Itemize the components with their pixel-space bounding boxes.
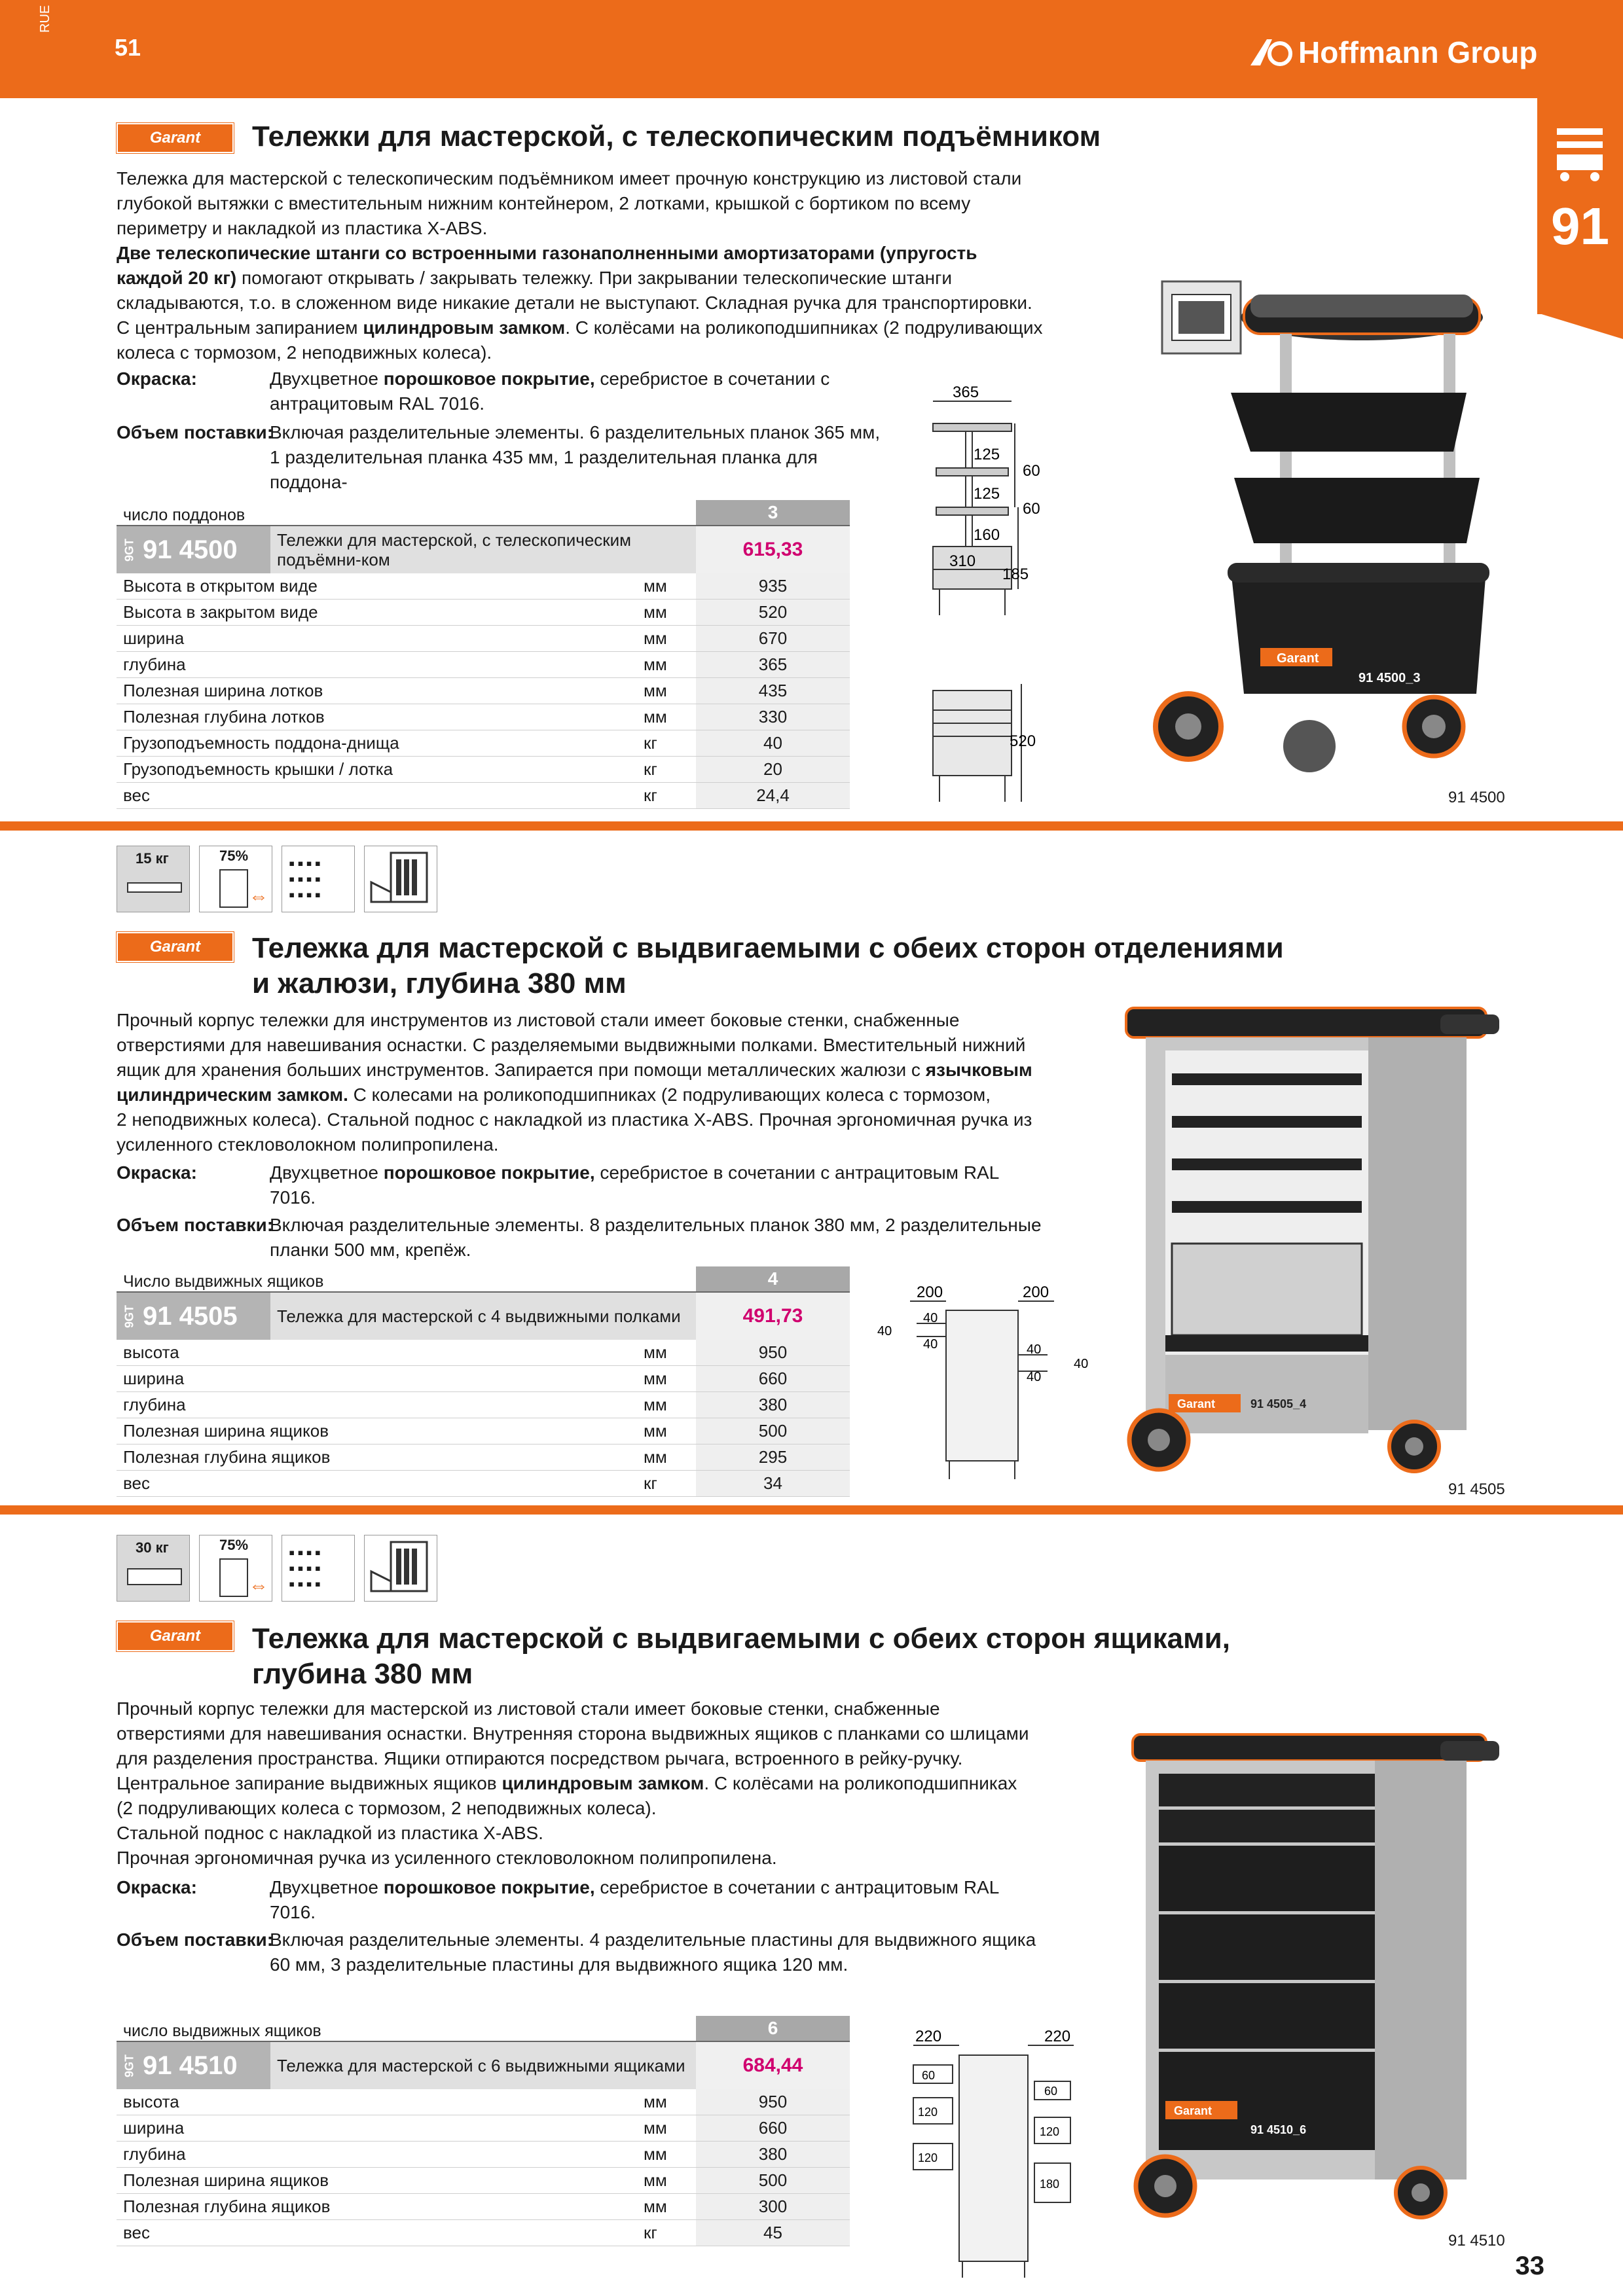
dim-125-b: 125 (974, 485, 1000, 503)
dim-520: 520 (1010, 732, 1036, 750)
spec-unit: мм (644, 2092, 667, 2111)
scope-label: Объем поставки: (117, 1215, 274, 1235)
table-row (117, 757, 850, 783)
spec-value: 300 (696, 2194, 850, 2219)
spec-value: 500 (696, 2168, 850, 2193)
desc-line: (2 подруливающих колеса с тормозом, 2 неподвижных колеса). (117, 1798, 657, 1818)
spec-unit: кг (644, 759, 657, 779)
spec-name: вес (123, 1473, 150, 1493)
desc-bold: цилиндрическим замком. (117, 1085, 348, 1105)
product-code (117, 526, 270, 573)
spec-value: 24,4 (696, 783, 850, 808)
code-prefix: 9GT (122, 1304, 136, 1328)
spec-value: 520 (696, 600, 850, 625)
desc-bold: Две телескопические штанги со встроенными газонаполненными амортизаторами (упругость (117, 243, 977, 263)
tab-chevron (1537, 313, 1623, 339)
section3-caption: 91 4510 (1448, 2232, 1505, 2250)
catalog-page-number: 51 (115, 34, 141, 61)
paint-text (270, 367, 859, 416)
code-number: 91 4500 (143, 535, 238, 564)
desc-line: . С колёсами на роликоподшипниках (2 подруливающих (565, 317, 1043, 338)
desc-line: усиленного стекловолокном полипропилена. (117, 1134, 499, 1155)
spec-value: 670 (696, 626, 850, 651)
spec-unit: мм (644, 1421, 667, 1441)
paint-label: Окраска: (117, 368, 197, 389)
table-row (117, 1366, 850, 1392)
spec-name: вес (123, 2223, 150, 2242)
code-number: 91 4510 (143, 2051, 238, 2080)
tool-storage-icon (364, 1535, 437, 1602)
paint-pre: Двухцветное (270, 368, 384, 389)
title-line: Тележка для мастерской с выдвигаемыми с обеих сторон отделениями (252, 932, 1284, 964)
section3-feature-icons (117, 1535, 437, 1602)
trolley-icon (1553, 124, 1607, 183)
section3-dimension-drawing (897, 2026, 1093, 2281)
table-header (117, 500, 850, 526)
dim-160: 160 (974, 526, 1000, 544)
desc-line: глубокой вытяжки с вместительным нижним контейнером, 2 лотками, крышкой с бортиком по всему (117, 193, 971, 213)
spec-unit: мм (644, 2144, 667, 2164)
desc-line: Стальной поднос с накладкой из пластика X-ABS. (117, 1823, 543, 1843)
spec-name: Полезная глубина лотков (123, 707, 325, 726)
section1-title: Тележки для мастерской, с телескопическим подъёмником (252, 120, 1101, 152)
desc-line: Прочный корпус тележки для инструментов из листовой стали имеет боковые стенки, снабженные (117, 1010, 960, 1030)
paint-bold: порошковое покрытие, (383, 1877, 595, 1897)
spec-value: 20 (696, 757, 850, 782)
region-code: RUE (38, 5, 52, 33)
spec-value: 435 (696, 678, 850, 704)
desc-bold: цилиндровым замком (501, 1773, 704, 1793)
spec-value: 950 (696, 1340, 850, 1365)
paint-label: Окраска: (117, 1877, 197, 1897)
garant-plate-text: Garant (1177, 1397, 1216, 1410)
table-row (117, 2220, 850, 2246)
load-capacity-value: 30 кг (136, 1539, 169, 1556)
section2-dimension-drawing (871, 1283, 1093, 1499)
spec-name: Полезная ширина лотков (123, 681, 323, 700)
spec-unit: мм (644, 1447, 667, 1467)
dim-60-b: 60 (1023, 500, 1040, 518)
load-capacity-icon (117, 1535, 190, 1602)
spec-unit: мм (644, 1369, 667, 1388)
spec-unit: мм (644, 1342, 667, 1362)
section1-dimension-drawing (913, 383, 1064, 815)
table-header-label: Число выдвижных ящиков (117, 1266, 696, 1291)
table-header-value: 6 (696, 2016, 850, 2041)
garant-badge: Garant (117, 123, 234, 153)
product-description: Тележка для мастерской с 4 выдвижными полками (270, 1293, 696, 1340)
spec-unit: кг (644, 2223, 657, 2242)
section1-description (117, 166, 1072, 365)
table-row (117, 783, 850, 809)
table-header-value: 4 (696, 1266, 850, 1291)
desc-line: отверстиями для навешивания оснастки. С разделяемыми выдвижными полками. Вместительный нижний (117, 1035, 1026, 1055)
spec-name: глубина (123, 2144, 186, 2164)
spec-name: Грузоподъемность поддона-днища (123, 733, 399, 753)
dim-l60: 60 (922, 2069, 936, 2082)
extension-value: 75% (219, 848, 249, 864)
spec-name: Грузоподъемность крышки / лотка (123, 759, 393, 779)
code-prefix: 9GT (122, 2054, 136, 2077)
spec-unit: мм (644, 2118, 667, 2138)
paint-post: серебристое в сочетании с антрацитовым RAL (594, 1162, 1000, 1183)
section3-spec-table (117, 2016, 850, 2246)
table-row (117, 2115, 850, 2142)
scope-line: планки 500 мм, крепёж. (270, 1240, 471, 1260)
spec-unit: мм (644, 2197, 667, 2216)
table-row (117, 1340, 850, 1366)
spec-value: 365 (696, 652, 850, 677)
dim-d: 40 (1027, 1342, 1042, 1357)
spec-value: 330 (696, 704, 850, 730)
photo-model-label: 91 4500_3 (1359, 671, 1421, 685)
table-row (117, 2142, 850, 2168)
product-description: Тележки для мастерской, с телескопическим подъёмни-ком (270, 526, 696, 573)
chapter-number: 91 (1551, 197, 1609, 255)
dim-185: 185 (1002, 565, 1029, 583)
extension-value: 75% (219, 1537, 249, 1553)
scope-line: 1 разделительная планка 435 мм, 1 разделительная планка для поддона- (270, 447, 818, 492)
spec-name: ширина (123, 1369, 185, 1388)
dim-f: 40 (1074, 1357, 1089, 1371)
spec-unit: мм (644, 602, 667, 622)
paint-label: Окраска: (117, 1162, 197, 1183)
dim-l120-a: 120 (918, 2106, 938, 2119)
paint-line2: 7016. (270, 1902, 316, 1922)
spec-value: 660 (696, 2115, 850, 2141)
table-rows (117, 1340, 850, 1497)
title-line: Тележка для мастерской с выдвигаемыми с обеих сторон ящиками, (252, 1623, 1230, 1655)
paint-line2: антрацитовым RAL 7016. (270, 393, 485, 414)
product-row (117, 2042, 850, 2089)
dim-60-a: 60 (1023, 462, 1040, 480)
table-header-value: 3 (696, 500, 850, 525)
table-row (117, 652, 850, 678)
spec-name: высота (123, 2092, 179, 2111)
spec-value: 380 (696, 2142, 850, 2167)
hoffmann-logo-icon (1247, 36, 1293, 69)
table-row (117, 1418, 850, 1444)
table-header (117, 1266, 850, 1293)
spec-name: Высота в открытом виде (123, 576, 318, 596)
desc-line: Тележка для мастерской с телескопическим подъёмником имеет прочную конструкцию из листовой стали (117, 168, 1022, 188)
product-description: Тележка для мастерской с 6 выдвижными ящиками (270, 2042, 696, 2089)
desc-line: С колесами на роликоподшипниках (2 подруливающих колеса с тормозом, (348, 1085, 991, 1105)
dim-365: 365 (953, 384, 979, 401)
spec-unit: кг (644, 785, 657, 805)
spec-unit: мм (644, 1395, 667, 1414)
table-row (117, 1444, 850, 1471)
spec-name: Полезная ширина ящиков (123, 2170, 329, 2190)
desc-line: помогают открывать / закрывать тележку. При закрывании телескопические штанги (236, 268, 952, 288)
hoffmann-group-logo (1247, 33, 1537, 72)
table-row (117, 2168, 850, 2194)
grid-dividers-icon: ▪▪▪▪ ▪▪▪▪ ▪▪▪▪ (282, 846, 355, 912)
dim-b: 40 (923, 1311, 938, 1325)
spec-name: ширина (123, 2118, 185, 2138)
dim-310: 310 (949, 552, 976, 570)
product-price: 491,73 (696, 1293, 850, 1340)
scope-line: Включая разделительные элементы. 6 разделительных планок 365 мм, (270, 422, 881, 442)
dim-r120: 120 (1040, 2125, 1060, 2138)
scope-text (270, 1928, 1088, 1977)
table-header-label: число поддонов (117, 500, 696, 525)
spec-value: 660 (696, 1366, 850, 1391)
code-prefix: 9GT (122, 538, 136, 562)
brand-name: Hoffmann Group (1298, 35, 1538, 69)
product-price: 615,33 (696, 526, 850, 573)
photo-model-label: 91 4510_6 (1250, 2123, 1307, 2136)
section1-spec-table (117, 500, 850, 809)
dim-e: 40 (1027, 1370, 1042, 1384)
dim-l120-b: 120 (918, 2151, 938, 2164)
paint-bold: порошковое покрытие, (383, 1162, 595, 1183)
load-capacity-value: 15 кг (136, 850, 169, 867)
desc-line: складываются, т.о. в сложенном виде никакие детали не выступают. Складная ручка для транспортировки. (117, 293, 1032, 313)
spec-value: 45 (696, 2220, 850, 2246)
dim-r60: 60 (1044, 2085, 1058, 2098)
dim-w1: 200 (917, 1283, 943, 1301)
product-row (117, 1293, 850, 1340)
table-row (117, 678, 850, 704)
spec-unit: мм (644, 681, 667, 700)
scope-line: Включая разделительные элементы. 4 разделительные пластины для выдвижного ящика (270, 1929, 1036, 1950)
product-image-91-4510 (1120, 1728, 1512, 2232)
desc-line: колеса с тормозом, 2 неподвижных колеса). (117, 342, 492, 363)
spec-name: Полезная глубина ящиков (123, 2197, 331, 2216)
load-capacity-icon (117, 846, 190, 912)
scope-text (270, 1213, 1088, 1263)
dim-125-a: 125 (974, 446, 1000, 463)
desc-line: ящик для хранения больших инструментов. Запирается при помощи металлических жалюзи с (117, 1060, 926, 1080)
spec-name: ширина (123, 628, 185, 648)
spec-unit: мм (644, 707, 667, 726)
product-image-91-4500 (1061, 275, 1493, 792)
desc-line: Прочная эргономичная ручка из усиленного стекловолокном полипропилена. (117, 1848, 777, 1868)
table-row (117, 2194, 850, 2220)
product-code (117, 2042, 270, 2089)
table-rows (117, 573, 850, 809)
dim-w1: 220 (915, 2028, 942, 2045)
product-row (117, 526, 850, 573)
scope-label: Объем поставки: (117, 1929, 274, 1950)
spec-name: глубина (123, 655, 186, 674)
spec-unit: мм (644, 628, 667, 648)
table-header-label: число выдвижных ящиков (117, 2016, 696, 2041)
spec-unit: кг (644, 1473, 657, 1493)
table-row (117, 730, 850, 757)
spec-value: 34 (696, 1471, 850, 1496)
garant-plate-text: Garant (1174, 2104, 1213, 2117)
paint-text (270, 1875, 1088, 1925)
spec-name: глубина (123, 1395, 186, 1414)
scope-line: Включая разделительные элементы. 8 разделительных планок 380 мм, 2 разделительные (270, 1215, 1042, 1235)
extension-icon: 75% ⇔ (199, 846, 272, 912)
spec-name: высота (123, 1342, 179, 1362)
spec-unit: мм (644, 655, 667, 674)
paint-bold: порошковое покрытие, (383, 368, 595, 389)
spec-value: 935 (696, 573, 850, 599)
table-row (117, 2089, 850, 2115)
section2-feature-icons (117, 846, 437, 912)
spec-unit: мм (644, 576, 667, 596)
tool-storage-icon (364, 846, 437, 912)
table-row (117, 573, 850, 600)
table-row (117, 1471, 850, 1497)
section-separator (0, 821, 1623, 831)
spec-name: вес (123, 785, 150, 805)
dim-w2: 220 (1044, 2028, 1071, 2045)
spec-unit: мм (644, 2170, 667, 2190)
scope-line: 60 мм, 3 разделительные пластины для выдвижного ящика 120 мм. (270, 1954, 848, 1975)
section2-description (117, 1008, 1085, 1157)
desc-bold: язычковым (925, 1060, 1032, 1080)
product-price: 684,44 (696, 2042, 850, 2089)
dim-a: 40 (877, 1324, 892, 1338)
table-row (117, 1392, 850, 1418)
paint-line2: 7016. (270, 1187, 316, 1208)
paint-pre: Двухцветное (270, 1162, 384, 1183)
dim-w2: 200 (1023, 1283, 1049, 1301)
section1-caption: 91 4500 (1448, 789, 1505, 806)
paint-post: серебристое в сочетании с (594, 368, 830, 389)
desc-line: Прочный корпус тележки для мастерской из листовой стали имеет боковые стенки, снабженные (117, 1698, 940, 1719)
paint-post: серебристое в сочетании с антрацитовым RAL (594, 1877, 1000, 1897)
spec-name: Полезная ширина ящиков (123, 1421, 329, 1441)
spec-value: 295 (696, 1444, 850, 1470)
scope-label: Объем поставки: (117, 422, 274, 442)
desc-line: для разделения пространства. Ящики отпираются посредством рычага, встроенного в рейку-ручку. (117, 1748, 963, 1768)
table-row (117, 600, 850, 626)
desc-bold: цилиндровым замком (363, 317, 566, 338)
spec-value: 950 (696, 2089, 850, 2115)
code-number: 91 4505 (143, 1301, 238, 1331)
garant-plate-text: Garant (1277, 651, 1319, 666)
chapter-tab (1537, 98, 1623, 314)
desc-line: 2 неподвижных колеса). Стальной поднос с накладкой из пластика X-ABS. Прочная эргономичная ручка из (117, 1109, 1032, 1130)
section3-title (252, 1621, 1230, 1692)
extension-icon: 75% ⇔ (199, 1535, 272, 1602)
dim-r180: 180 (1040, 2178, 1060, 2191)
paint-text (270, 1160, 1088, 1210)
spec-unit: кг (644, 733, 657, 753)
desc-line: С центральным запиранием (117, 317, 363, 338)
spec-name: Полезная глубина ящиков (123, 1447, 331, 1467)
garant-badge: Garant (117, 932, 234, 962)
photo-model-label: 91 4505_4 (1250, 1397, 1307, 1410)
paint-pre: Двухцветное (270, 1877, 384, 1897)
table-rows (117, 2089, 850, 2246)
spec-value: 380 (696, 1392, 850, 1418)
table-row (117, 626, 850, 652)
spec-name: Высота в закрытом виде (123, 602, 318, 622)
spec-value: 500 (696, 1418, 850, 1444)
section2-caption: 91 4505 (1448, 1480, 1505, 1498)
table-row (117, 704, 850, 730)
desc-line: Центральное запирание выдвижных ящиков (117, 1773, 502, 1793)
dim-c: 40 (923, 1337, 938, 1352)
grid-dividers-icon: ▪▪▪▪ ▪▪▪▪ ▪▪▪▪ (282, 1535, 355, 1602)
desc-line: отверстиями для навешивания оснастки. Внутренняя сторона выдвижных ящиков с планками со шлицами (117, 1723, 1029, 1744)
desc-line: . С колёсами на роликоподшипниках (704, 1773, 1017, 1793)
product-image-91-4505 (1113, 1001, 1512, 1479)
spec-value: 40 (696, 730, 850, 756)
table-header (117, 2016, 850, 2042)
desc-line: периметру и накладкой из пластика X-ABS. (117, 218, 488, 238)
section2-spec-table (117, 1266, 850, 1497)
title-line: и жалюзи, глубина 380 мм (252, 967, 627, 999)
desc-bold: каждой 20 кг) (117, 268, 237, 288)
section-separator (0, 1505, 1623, 1515)
title-line: глубина 380 мм (252, 1658, 473, 1690)
section2-title (252, 931, 1284, 1001)
garant-badge: Garant (117, 1621, 234, 1651)
product-code (117, 1293, 270, 1340)
section3-description (117, 1696, 1085, 1871)
page-number: 33 (1515, 2251, 1544, 2280)
